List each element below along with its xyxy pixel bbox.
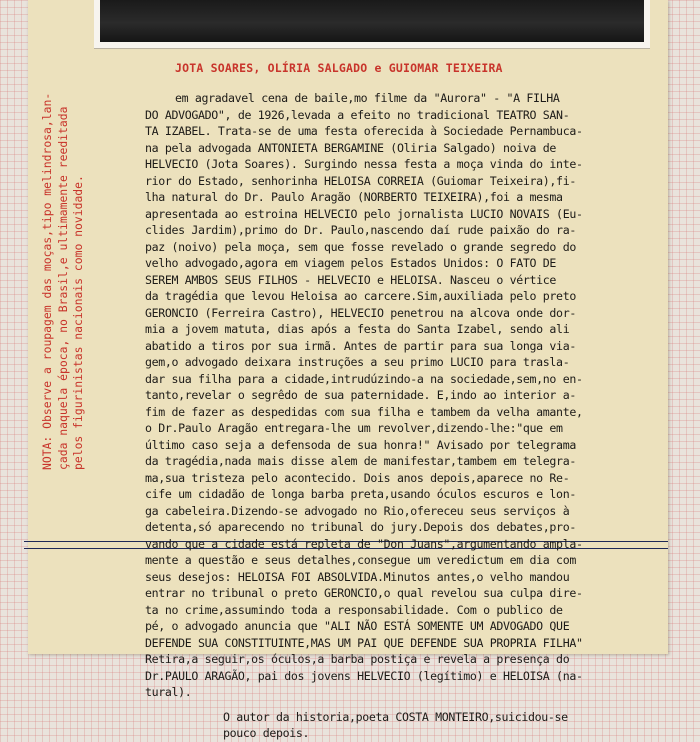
body-line: Retira,a seguir,os óculos,a barba postiça e revela a presença do — [145, 652, 570, 666]
side-note — [40, 10, 87, 470]
body-line: pé, o advogado anuncia que "ALI NÃO ESTÁ SOMENTE UM ADVOGADO QUE — [145, 619, 570, 633]
body-line: da tragédia,nada mais disse alem de manifestar,tambem em telegra- — [145, 454, 576, 468]
body-line: fim de fazer as despedidas com sua filha e tambem da velha amante, — [145, 404, 583, 419]
body-line: cife um cidadão de longa barba preta,usando óculos escuros e lon- — [145, 487, 576, 501]
film-still-photo — [100, 0, 644, 42]
body-line: clides Jardim),primo do Dr. Paulo,nascendo daí rude paixão do ra- — [145, 223, 576, 237]
photo-frame — [94, 0, 650, 49]
body-line: último caso seja a defensoda de sua honra!" Avisado por telegrama — [145, 437, 576, 452]
body-line: abatido a tiros por sua irmã. Antes de partir para sua longa via- — [145, 338, 576, 353]
body-line: HELVECIO (Jota Soares). Surgindo nessa festa a moça vinda do inte- — [145, 157, 583, 171]
body-line: mia a jovem matuta, dias após a festa do Santa Izabel, sendo ali — [145, 322, 570, 336]
body-line: o Dr.Paulo Aragão entregara-lhe um revolver,dizendo-lhe:"que em — [145, 421, 563, 435]
note-line: NOTA: Observe a roupagem das moças,tipo melindrosa,lan- — [40, 92, 54, 470]
body-line: velho advogado,agora em viagem pelos Estados Unidos: O FATO DE — [145, 256, 557, 270]
body-line: paz (noivo) pela moça, sem que fosse revelado o grande segredo do — [145, 239, 576, 254]
body-line: na pela advogada ANTONIETA BERGAMINE (Oliria Salgado) noiva de — [145, 140, 557, 155]
body-line: apresentada ao estroina HELVECIO pelo jornalista LUCIO NOVAIS (Eu- — [145, 206, 583, 221]
photo-caption: JOTA SOARES, OLÍRIA SALGADO e GUIOMAR TEIXEIRA — [175, 61, 503, 75]
footer-line: O autor da historia,poeta COSTA MONTEIRO,suicidou-se — [223, 709, 568, 724]
body-line: vando que a cidade está repleta de "Don Juans",argumentando ampla- — [145, 536, 583, 551]
footer-line: pouco depois. — [223, 726, 310, 740]
body-line: lha natural do Dr. Paulo Aragão (NORBERTO TEIXEIRA),foi a mesma — [145, 190, 563, 204]
note-line: çada naquela época, no Brasil,e ultimamente reeditada — [55, 106, 70, 470]
body-line: tanto,revelar o segrêdo de sua paternidade. E,indo ao interior a- — [145, 388, 576, 402]
body-line: DEFENDE SUA CONSTITUINTE,MAS UM PAI QUE DEFENDE SUA PROPRIA FILHA" — [145, 635, 583, 650]
body-line: seus desejos: HELOISA FOI ABSOLVIDA.Minutos antes,o velho mandou — [145, 569, 570, 584]
body-line: ta no crime,assumindo toda a responsabilidade. Com o publico de — [145, 602, 563, 617]
body-line: entrar no tribunal o preto GERONCIO,o qual revelou sua culpa dire- — [145, 586, 583, 600]
body-line: tural). — [145, 685, 192, 699]
article-body — [145, 90, 665, 742]
body-line: ma,sua tristeza pelo acontecido. Dois anos depois,aparece no Re- — [145, 470, 570, 485]
body-line: rior do Estado, senhorinha HELOISA CORREIA (Guiomar Teixeira),fi- — [145, 173, 576, 188]
body-line: mente a questão e seus detalhes,consegue um veredictum em dia com — [145, 553, 576, 567]
body-line: GERONCIO (Ferreira Castro), HELVECIO penetrou na alcova onde dor- — [145, 305, 576, 320]
body-line: gem,o advogado deixara instruções a seu primo LUCIO para trasla- — [145, 355, 570, 369]
body-line: TA IZABEL. Trata-se de uma festa oferecida à Sociedade Pernambuca- — [145, 124, 583, 138]
body-line: detenta,só aparecendo no tribunal do jury.Depois dos debates,pro- — [145, 520, 576, 534]
note-line: pelos figurinistas nacionais como novidade. — [71, 175, 85, 470]
body-line: em agradavel cena de baile,mo filme da "Aurora" - "A FILHA — [175, 91, 560, 105]
body-line: ga cabeleira.Dizendo-se advogado no Rio,ofereceu seus serviços à — [145, 503, 570, 518]
body-line: da tragédia que levou Heloisa ao carcere.Sim,auxiliada pelo preto — [145, 289, 576, 303]
body-line: SEREM AMBOS SEUS FILHOS - HELVECIO e HELOISA. Nasceu o vértice — [145, 272, 557, 287]
body-line: dar sua filha para a cidade,intrudúzindo-a na sociedade,sem,no en- — [145, 371, 583, 386]
body-line: DO ADVOGADO", de 1926,levada a efeito no tradicional TEATRO SAN- — [145, 107, 570, 122]
body-line: Dr.PAULO ARAGÃO, pai dos jovens HELVECIO (legítimo) e HELOISA (na- — [145, 668, 583, 683]
